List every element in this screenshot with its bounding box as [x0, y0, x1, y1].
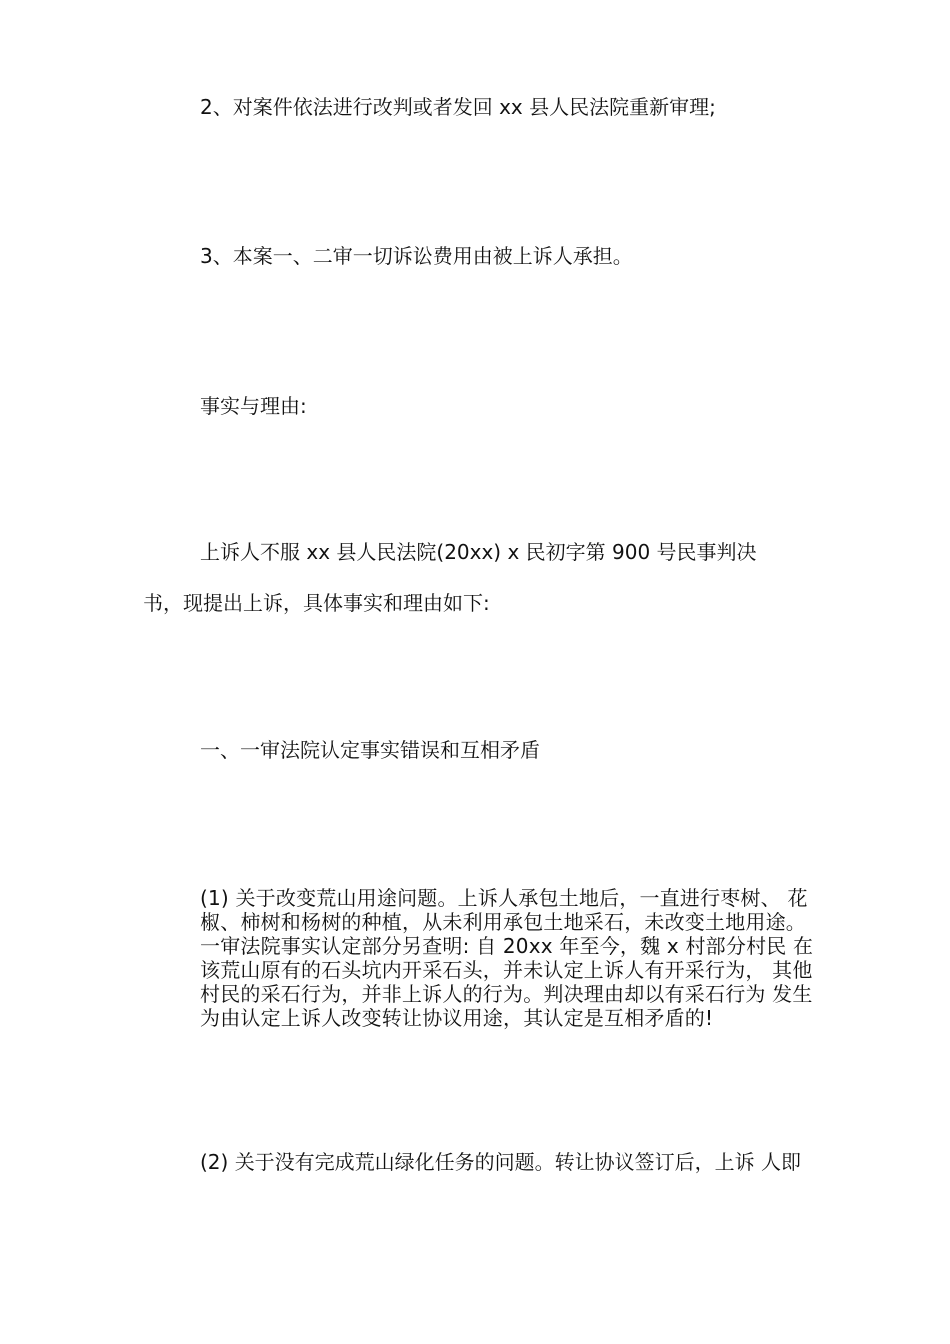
request-item-3: 3、本案一、二审一切诉讼费用由被上诉人承担。: [200, 244, 633, 268]
intro-line-1: 上诉人不服 xx 县人民法院(20xx) x 民初字第 900 号民事判决: [200, 540, 757, 564]
intro-line-2: 书，现提出上诉，具体事实和理由如下:: [143, 591, 490, 615]
point-1-line: 为由认定上诉人改变转让协议用途，其认定是互相矛盾的!: [200, 1006, 714, 1030]
point-1-line: (1) 关于改变荒山用途问题。上诉人承包土地后，一直进行枣树、 花: [200, 886, 808, 910]
point-1-line: 一审法院事实认定部分另查明: 自 20xx 年至今，魏 x 村部分村民 在: [200, 934, 814, 958]
section-1-heading: 一、一审法院认定事实错误和互相矛盾: [200, 738, 540, 762]
request-item-2: 2、对案件依法进行改判或者发回 xx 县人民法院重新审理;: [200, 95, 716, 119]
point-2-line: (2) 关于没有完成荒山绿化任务的问题。转让协议签订后，上诉 人即: [200, 1150, 802, 1174]
point-1-line: 该荒山原有的石头坑内开采石头，并未认定上诉人有开采行为， 其他: [200, 958, 813, 982]
point-1-paragraph: [200, 886, 825, 1030]
point-1-line: 村民的采石行为，并非上诉人的行为。判决理由却以有采石行为 发生: [200, 982, 813, 1006]
point-1-line: 椒、柿树和杨树的种植，从未利用承包土地采石，未改变土地用途。: [200, 910, 806, 934]
facts-heading: 事实与理由:: [200, 394, 307, 418]
